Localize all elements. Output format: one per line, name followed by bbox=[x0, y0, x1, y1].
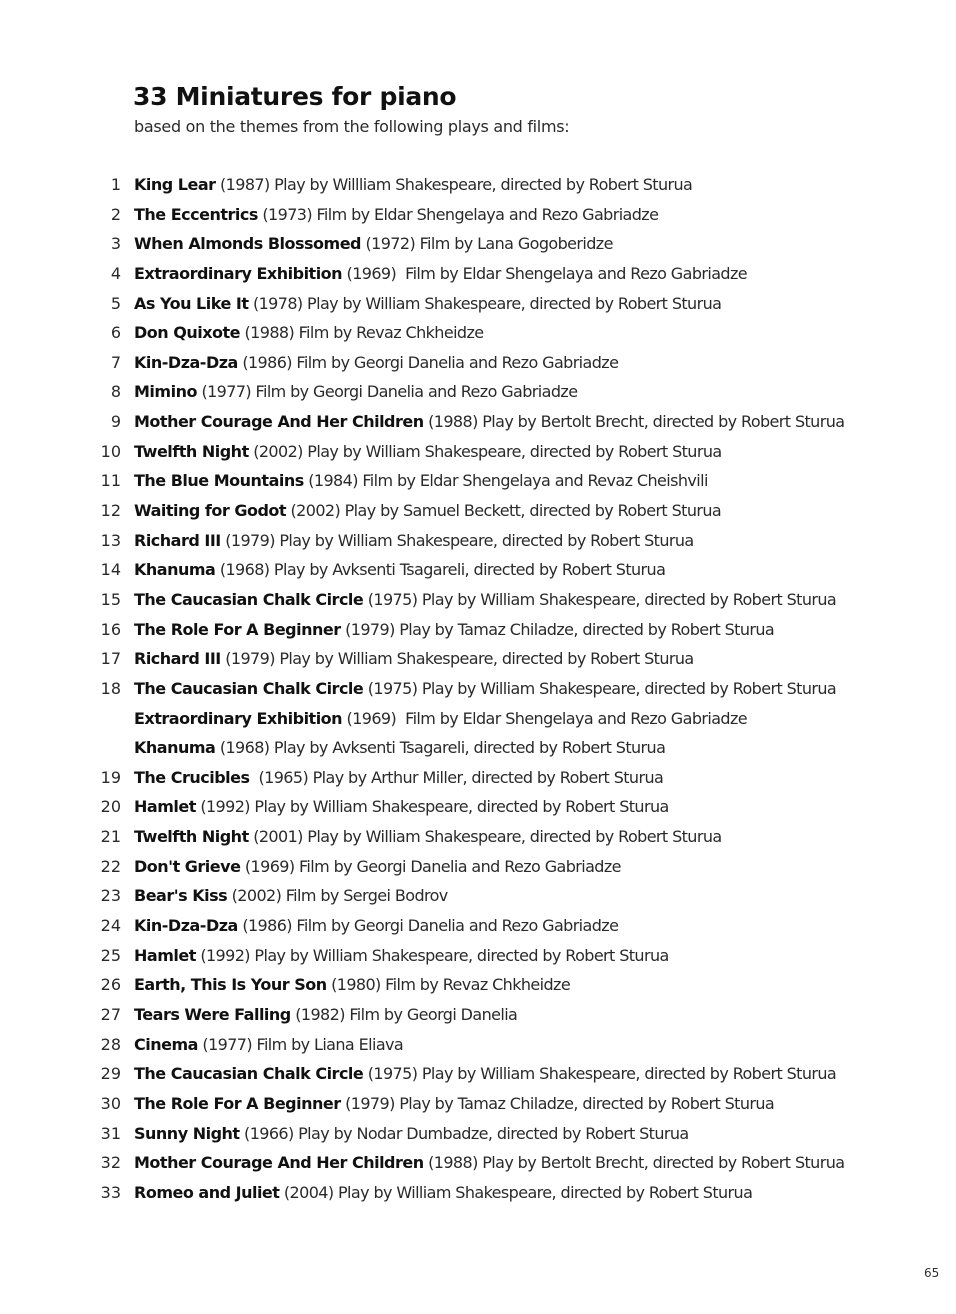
item-title: Don Quixote bbox=[134, 323, 241, 343]
item-number: 23 bbox=[100, 886, 121, 906]
item-title: Hamlet bbox=[134, 945, 196, 965]
item-title: Don't Grieve bbox=[134, 856, 241, 876]
list-item bbox=[0, 559, 956, 589]
item-entry bbox=[134, 796, 669, 818]
item-number: 7 bbox=[110, 352, 121, 372]
list-item bbox=[0, 1004, 956, 1034]
item-details: (1969) Film by Eldar Shengelaya and Rezo Gabriadze bbox=[342, 263, 747, 283]
item-entry bbox=[134, 856, 621, 878]
item-entry bbox=[134, 589, 836, 611]
item-number: 13 bbox=[100, 530, 121, 550]
item-title: Earth, This Is Your Son bbox=[134, 975, 327, 995]
item-title: As You Like It bbox=[134, 293, 249, 313]
item-details: (1973) Film by Eldar Shengelaya and Rezo Gabriadze bbox=[257, 204, 659, 224]
item-details: (1978) Play by William Shakespeare, directed by Robert Sturua bbox=[248, 293, 722, 313]
item-title: The Caucasian Chalk Circle bbox=[134, 589, 364, 609]
item-details: (1969) Film by Georgi Danelia and Rezo Gabriadze bbox=[240, 856, 621, 876]
item-entry bbox=[134, 1123, 689, 1145]
item-title: Sunny Night bbox=[134, 1123, 240, 1143]
item-entry bbox=[134, 915, 618, 937]
item-entry bbox=[134, 737, 665, 759]
item-number: 15 bbox=[100, 589, 121, 609]
item-details: (1982) Film by Georgi Danelia bbox=[290, 1004, 518, 1024]
item-title: The Role For A Beginner bbox=[134, 1093, 341, 1113]
item-entry bbox=[134, 263, 747, 285]
item-details: (1988) Play by Bertolt Brecht, directed by Robert Sturua bbox=[423, 1153, 845, 1173]
item-details: (1965) Play by Arthur Miller, directed by Robert Sturua bbox=[249, 767, 664, 787]
list-item bbox=[0, 530, 956, 560]
item-title: Bear's Kiss bbox=[134, 886, 228, 906]
item-title: Cinema bbox=[134, 1034, 198, 1054]
item-title: Hamlet bbox=[134, 797, 196, 817]
list-item bbox=[0, 945, 956, 975]
item-number: 24 bbox=[100, 916, 121, 936]
list-item bbox=[0, 915, 956, 945]
list-item bbox=[0, 1034, 956, 1064]
item-details: (1992) Play by William Shakespeare, directed by Robert Sturua bbox=[195, 797, 669, 817]
item-entry bbox=[134, 1004, 517, 1026]
item-entry bbox=[134, 470, 708, 492]
item-entry bbox=[134, 885, 448, 907]
item-details: (1992) Play by William Shakespeare, directed by Robert Sturua bbox=[195, 945, 669, 965]
miniatures-list bbox=[0, 174, 956, 1211]
list-item bbox=[0, 441, 956, 471]
item-entry bbox=[134, 945, 669, 967]
list-item bbox=[0, 708, 956, 738]
item-details: (1979) Play by Tamaz Chiladze, directed by Robert Sturua bbox=[340, 1093, 775, 1113]
item-number: 22 bbox=[100, 856, 121, 876]
item-number: 5 bbox=[110, 293, 121, 313]
item-number: 17 bbox=[100, 649, 121, 669]
list-item bbox=[0, 1152, 956, 1182]
item-entry bbox=[134, 767, 663, 789]
item-title: Twelfth Night bbox=[134, 441, 249, 461]
list-item bbox=[0, 174, 956, 204]
item-entry bbox=[134, 530, 694, 552]
item-entry bbox=[134, 708, 747, 730]
item-entry bbox=[134, 411, 844, 433]
page-subtitle: based on the themes from the following plays and films: bbox=[134, 117, 570, 136]
item-entry bbox=[134, 678, 836, 700]
item-details: (1977) Film by Georgi Danelia and Rezo Gabriadze bbox=[196, 382, 578, 402]
item-details: (1986) Film by Georgi Danelia and Rezo Gabriadze bbox=[237, 352, 619, 372]
list-item bbox=[0, 352, 956, 382]
list-item bbox=[0, 1123, 956, 1153]
item-entry bbox=[134, 619, 774, 641]
item-number: 14 bbox=[100, 560, 121, 580]
item-title: Twelfth Night bbox=[134, 827, 249, 847]
item-entry bbox=[134, 352, 618, 374]
page-number: 65 bbox=[924, 1266, 940, 1280]
item-title: Mother Courage And Her Children bbox=[134, 1153, 424, 1173]
item-entry bbox=[134, 322, 484, 344]
list-item bbox=[0, 233, 956, 263]
item-details: (1975) Play by William Shakespeare, directed by Robert Sturua bbox=[363, 1064, 837, 1084]
item-details: (1984) Film by Eldar Shengelaya and Revaz Cheishvili bbox=[303, 471, 708, 491]
item-details: (2002) Play by Samuel Beckett, directed by Robert Sturua bbox=[286, 501, 722, 521]
list-item bbox=[0, 885, 956, 915]
item-number: 28 bbox=[100, 1034, 121, 1054]
item-number: 8 bbox=[110, 382, 121, 402]
item-entry bbox=[134, 441, 722, 463]
item-details: (1979) Play by William Shakespeare, directed by Robert Sturua bbox=[220, 530, 694, 550]
list-item bbox=[0, 322, 956, 352]
item-details: (1979) Play by Tamaz Chiladze, directed by Robert Sturua bbox=[340, 619, 775, 639]
item-number: 6 bbox=[110, 323, 121, 343]
item-entry bbox=[134, 1093, 774, 1115]
item-title: Mother Courage And Her Children bbox=[134, 412, 424, 432]
item-details: (1975) Play by William Shakespeare, directed by Robert Sturua bbox=[363, 678, 837, 698]
item-entry bbox=[134, 293, 721, 315]
item-entry bbox=[134, 381, 577, 403]
item-number: 9 bbox=[110, 412, 121, 432]
list-item bbox=[0, 737, 956, 767]
item-entry bbox=[134, 1063, 836, 1085]
item-details: (1972) Film by Lana Gogoberidze bbox=[361, 234, 613, 254]
item-number: 33 bbox=[100, 1182, 121, 1202]
item-details: (1977) Film by Liana Eliava bbox=[197, 1034, 404, 1054]
item-number: 11 bbox=[100, 471, 121, 491]
item-title: The Blue Mountains bbox=[134, 471, 304, 491]
list-item bbox=[0, 589, 956, 619]
list-item bbox=[0, 293, 956, 323]
item-entry bbox=[134, 974, 570, 996]
item-number: 3 bbox=[110, 234, 121, 254]
item-number: 21 bbox=[100, 827, 121, 847]
item-entry bbox=[134, 500, 721, 522]
item-details: (1966) Play by Nodar Dumbadze, directed by Robert Sturua bbox=[239, 1123, 689, 1143]
list-item bbox=[0, 1093, 956, 1123]
list-item bbox=[0, 204, 956, 234]
item-title: Extraordinary Exhibition bbox=[134, 263, 343, 283]
item-title: The Eccentrics bbox=[134, 204, 258, 224]
item-entry bbox=[134, 826, 722, 848]
item-details: (2002) Film by Sergei Bodrov bbox=[227, 886, 448, 906]
item-details: (1968) Play by Avksenti Tsagareli, directed by Robert Sturua bbox=[215, 738, 666, 758]
item-number: 32 bbox=[100, 1153, 121, 1173]
list-item bbox=[0, 411, 956, 441]
item-title: Khanuma bbox=[134, 738, 216, 758]
item-title: The Caucasian Chalk Circle bbox=[134, 678, 364, 698]
item-entry bbox=[134, 1152, 844, 1174]
item-title: Kin-Dza-Dza bbox=[134, 352, 238, 372]
item-number: 25 bbox=[100, 945, 121, 965]
item-details: (1988) Film by Revaz Chkheidze bbox=[240, 323, 484, 343]
item-title: Extraordinary Exhibition bbox=[134, 708, 343, 728]
list-item bbox=[0, 500, 956, 530]
list-item bbox=[0, 1182, 956, 1212]
item-number: 2 bbox=[110, 204, 121, 224]
item-entry bbox=[134, 204, 658, 226]
item-title: Mimino bbox=[134, 382, 197, 402]
page-title: 33 Miniatures for piano bbox=[133, 82, 457, 111]
list-item bbox=[0, 263, 956, 293]
item-entry bbox=[134, 174, 692, 196]
item-number: 20 bbox=[100, 797, 121, 817]
item-details: (1988) Play by Bertolt Brecht, directed by Robert Sturua bbox=[423, 412, 845, 432]
item-title: Tears Were Falling bbox=[134, 1004, 291, 1024]
list-item bbox=[0, 796, 956, 826]
list-item bbox=[0, 1063, 956, 1093]
item-details: (1986) Film by Georgi Danelia and Rezo Gabriadze bbox=[237, 916, 619, 936]
item-number: 10 bbox=[100, 441, 121, 461]
item-number: 16 bbox=[100, 619, 121, 639]
item-title: Richard III bbox=[134, 530, 221, 550]
item-title: Richard III bbox=[134, 649, 221, 669]
item-title: Kin-Dza-Dza bbox=[134, 916, 238, 936]
item-details: (1969) Film by Eldar Shengelaya and Rezo Gabriadze bbox=[342, 708, 747, 728]
item-details: (1987) Play by Willliam Shakespeare, directed by Robert Sturua bbox=[215, 175, 693, 194]
item-title: The Crucibles bbox=[134, 767, 250, 787]
item-title: Waiting for Godot bbox=[134, 501, 287, 521]
item-entry bbox=[134, 648, 694, 670]
list-item bbox=[0, 648, 956, 678]
item-number: 12 bbox=[100, 501, 121, 521]
item-entry bbox=[134, 559, 665, 581]
item-entry bbox=[134, 1182, 752, 1204]
item-details: (2002) Play by William Shakespeare, directed by Robert Sturua bbox=[248, 441, 722, 461]
list-item bbox=[0, 619, 956, 649]
list-item bbox=[0, 826, 956, 856]
item-number: 29 bbox=[100, 1064, 121, 1084]
item-details: (1980) Film by Revaz Chkheidze bbox=[326, 975, 571, 995]
list-item bbox=[0, 974, 956, 1004]
item-details: (1979) Play by William Shakespeare, directed by Robert Sturua bbox=[220, 649, 694, 669]
item-number: 18 bbox=[100, 678, 121, 698]
item-title: The Caucasian Chalk Circle bbox=[134, 1064, 364, 1084]
list-item bbox=[0, 678, 956, 708]
item-title: Khanuma bbox=[134, 560, 216, 580]
item-number: 31 bbox=[100, 1123, 121, 1143]
list-item bbox=[0, 767, 956, 797]
item-details: (2001) Play by William Shakespeare, directed by Robert Sturua bbox=[248, 827, 722, 847]
item-number: 30 bbox=[100, 1093, 121, 1113]
item-number: 26 bbox=[100, 975, 121, 995]
list-item bbox=[0, 856, 956, 886]
item-title: The Role For A Beginner bbox=[134, 619, 341, 639]
item-title: Romeo and Juliet bbox=[134, 1182, 280, 1202]
item-entry bbox=[134, 1034, 403, 1056]
item-entry bbox=[134, 233, 613, 255]
item-details: (1968) Play by Avksenti Tsagareli, directed by Robert Sturua bbox=[215, 560, 666, 580]
item-details: (2004) Play by William Shakespeare, directed by Robert Sturua bbox=[279, 1182, 753, 1202]
item-number: 1 bbox=[110, 175, 121, 194]
item-number: 19 bbox=[100, 767, 121, 787]
item-title: King Lear bbox=[134, 175, 216, 194]
item-details: (1975) Play by William Shakespeare, directed by Robert Sturua bbox=[363, 589, 837, 609]
list-item bbox=[0, 381, 956, 411]
item-number: 27 bbox=[100, 1004, 121, 1024]
item-title: When Almonds Blossomed bbox=[134, 234, 362, 254]
list-item bbox=[0, 470, 956, 500]
item-number: 4 bbox=[110, 263, 121, 283]
